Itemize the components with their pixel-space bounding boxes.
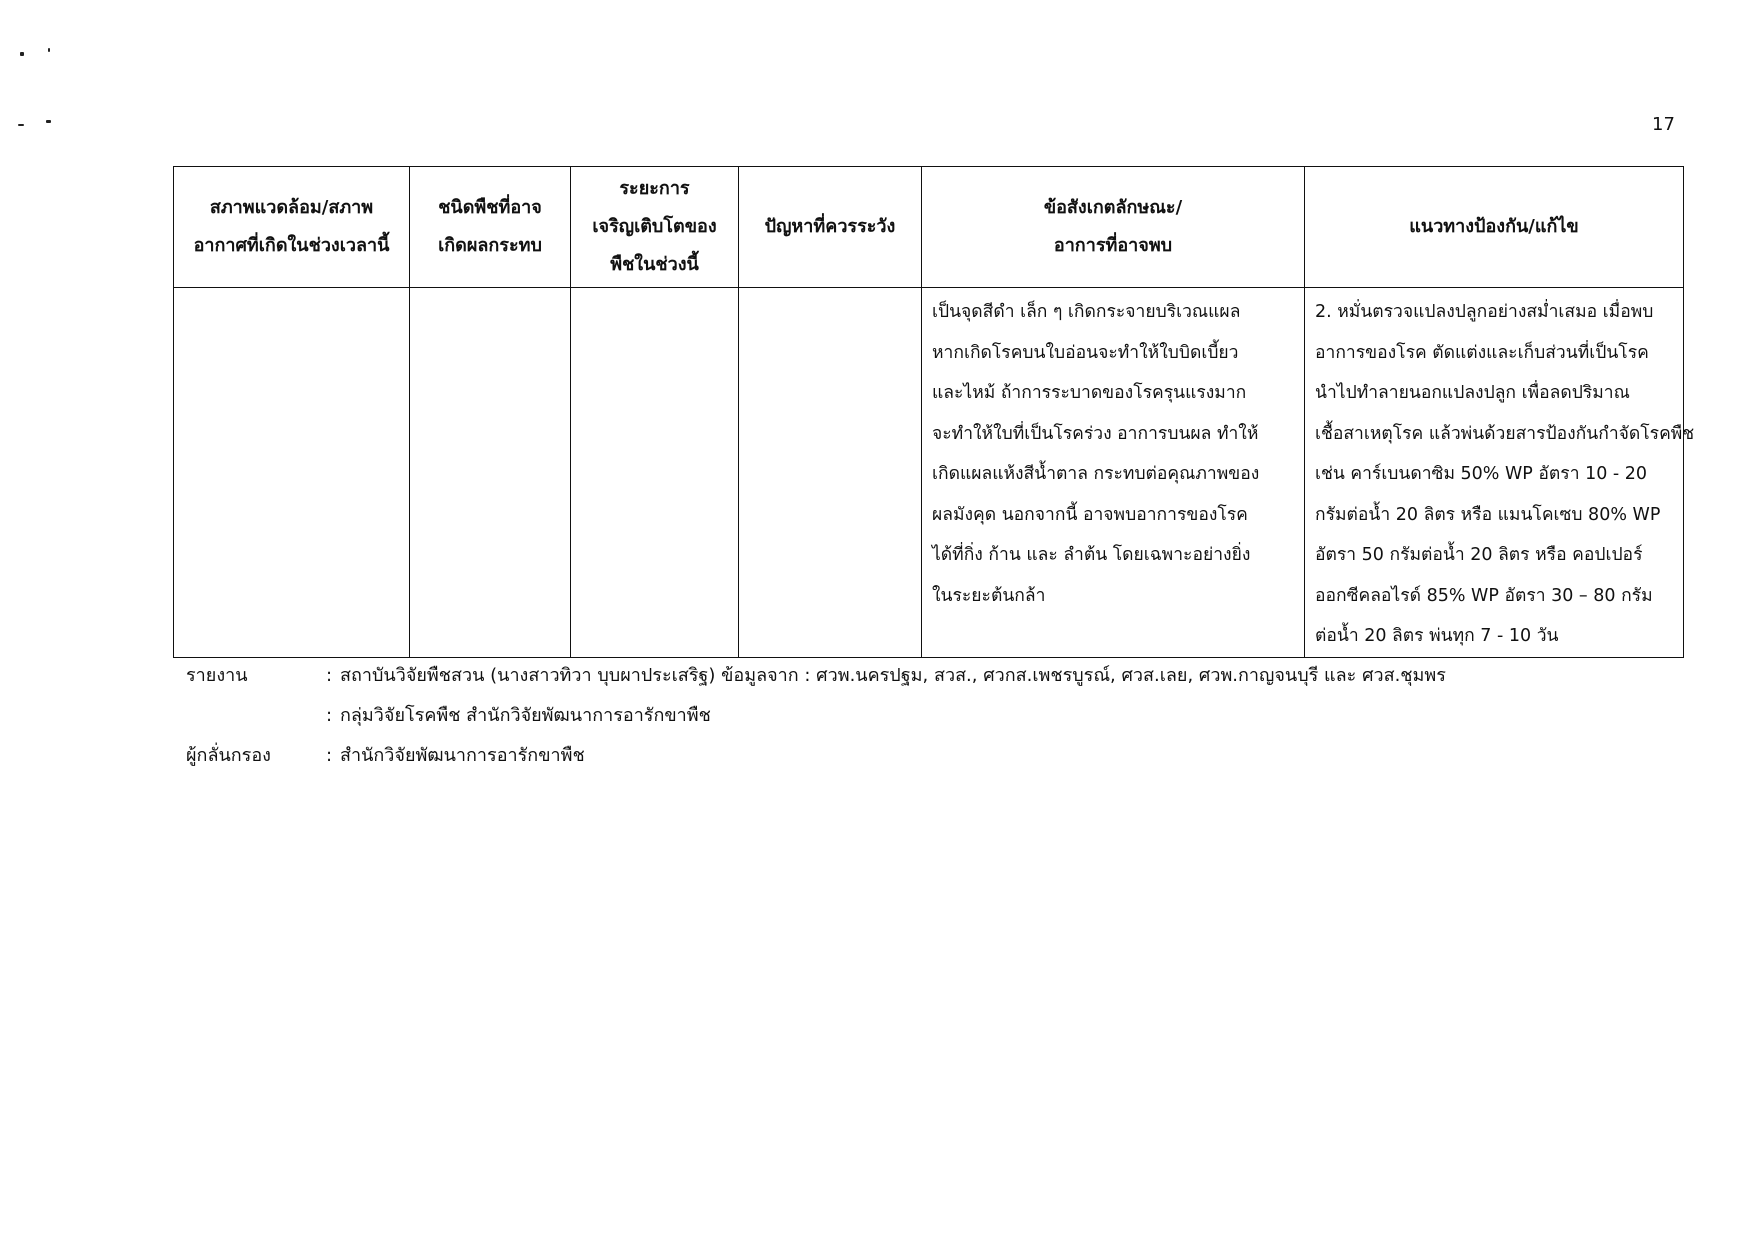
- prevention-line: ต่อน้ำ 20 ลิตร พ่นทุก 7 - 10 วัน: [1315, 626, 1559, 646]
- header-line: ระยะการ: [619, 178, 690, 199]
- header-line: ข้อสังเกตลักษณะ/: [1043, 197, 1183, 218]
- data-table: [173, 166, 1695, 658]
- header-plant-type: [410, 167, 571, 288]
- prevention-line: นำไปทำลายนอกแปลงปลูก เพื่อลดปริมาณ: [1315, 383, 1630, 403]
- cell-prevention: [1305, 288, 1695, 658]
- prevention-line: เช่น คาร์เบนดาซิม 50% WP อัตรา 10 - 20: [1315, 464, 1648, 484]
- prevention-line: 2. หมั่นตรวจแปลงปลูกอย่างสม่ำเสมอ เมื่อพบ: [1315, 302, 1654, 322]
- cell-plant-type: [410, 288, 571, 658]
- header-line: ชนิดพืชที่อาจ: [438, 197, 542, 218]
- report-source: สถาบันวิจัยพืชสวน (นางสาวทิวา บุบผาประเสริฐ) ข้อมูลจาก : ศวพ.นครปฐม, สวส., ศวกส.เพชรบูรณ์, ศวส.เลย, ศวพ.กาญจนบุรี และ ศวส.ชุมพร: [340, 665, 1446, 686]
- cell-environment: [174, 288, 410, 658]
- observation-line: ได้ที่กิ่ง ก้าน และ ลำต้น โดยเฉพาะอย่างยิ่ง: [932, 545, 1251, 565]
- prevention-line: เชื้อสาเหตุโรค แล้วพ่นด้วยสารป้องกันกำจัดโรคพืช: [1315, 423, 1695, 444]
- empty-label: [186, 696, 326, 736]
- page-number: 17: [1652, 114, 1675, 135]
- header-line: อากาศที่เกิดในช่วงเวลานี้: [193, 235, 390, 256]
- header-line: เกิดผลกระทบ: [438, 235, 542, 256]
- screener-label: ผู้กลั่นกรอง: [186, 745, 271, 766]
- prevention-line: ออกซีคลอไรด์ 85% WP อัตรา 30 – 80 กรัม: [1315, 585, 1653, 606]
- observation-line: จะทำให้ใบที่เป็นโรคร่วง อาการบนผล ทำให้: [932, 423, 1259, 444]
- header-line: เจริญเติบโตของ: [592, 216, 717, 237]
- header-observations: [922, 167, 1305, 288]
- table-header-row: [174, 167, 1684, 288]
- observation-line: เป็นจุดสีดำ เล็ก ๆ เกิดกระจายบริเวณแผล: [932, 302, 1241, 322]
- header-prevention: [1305, 167, 1684, 288]
- report-row-2: [186, 696, 1446, 736]
- prevention-line: กรัมต่อน้ำ 20 ลิตร หรือ แมนโคเซบ 80% WP: [1315, 504, 1661, 525]
- separator: :: [326, 745, 333, 766]
- observation-line: ผลมังคุด นอกจากนี้ อาจพบอาการของโรค: [932, 504, 1248, 525]
- table-row: [174, 288, 1684, 658]
- scan-mark: [20, 52, 24, 56]
- report-row: [186, 656, 1446, 696]
- header-problems: [739, 167, 922, 288]
- report-group: กลุ่มวิจัยโรคพืช สำนักวิจัยพัฒนาการอารักขาพืช: [340, 705, 711, 726]
- report-footer: [186, 656, 1446, 776]
- header-line: อาการที่อาจพบ: [1053, 235, 1173, 256]
- header-line: แนวทางป้องกัน/แก้ไข: [1409, 216, 1579, 237]
- header-environment: [174, 167, 410, 288]
- prevention-line: อาการของโรค ตัดแต่งและเก็บส่วนที่เป็นโรค: [1315, 342, 1649, 363]
- observation-line: ในระยะต้นกล้า: [932, 585, 1046, 606]
- observation-line: หากเกิดโรคบนใบอ่อนจะทำให้ใบบิดเบี้ยว: [932, 342, 1239, 363]
- scan-mark: [46, 120, 51, 123]
- header-line: สภาพแวดล้อม/สภาพ: [209, 197, 374, 218]
- scan-mark: [18, 124, 24, 126]
- observation-line: และไหม้ ถ้าการระบาดของโรครุนแรงมาก: [932, 383, 1247, 403]
- report-label: รายงาน: [186, 665, 248, 686]
- separator: :: [326, 705, 333, 726]
- cell-growth-stage: [571, 288, 739, 658]
- header-growth-stage: [571, 167, 739, 288]
- prevention-line: อัตรา 50 กรัมต่อน้ำ 20 ลิตร หรือ คอปเปอร์: [1315, 545, 1643, 565]
- separator: :: [326, 665, 333, 686]
- scan-mark: [48, 48, 50, 52]
- screener-value: สำนักวิจัยพัฒนาการอารักขาพืช: [340, 745, 585, 766]
- screener-row: [186, 736, 1446, 776]
- header-line: พืชในช่วงนี้: [610, 254, 699, 275]
- cell-problems: [739, 288, 922, 658]
- cell-observations: [922, 288, 1305, 658]
- observation-line: เกิดแผลแห้งสีน้ำตาล กระทบต่อคุณภาพของ: [932, 464, 1260, 484]
- header-line: ปัญหาที่ควรระวัง: [764, 216, 896, 237]
